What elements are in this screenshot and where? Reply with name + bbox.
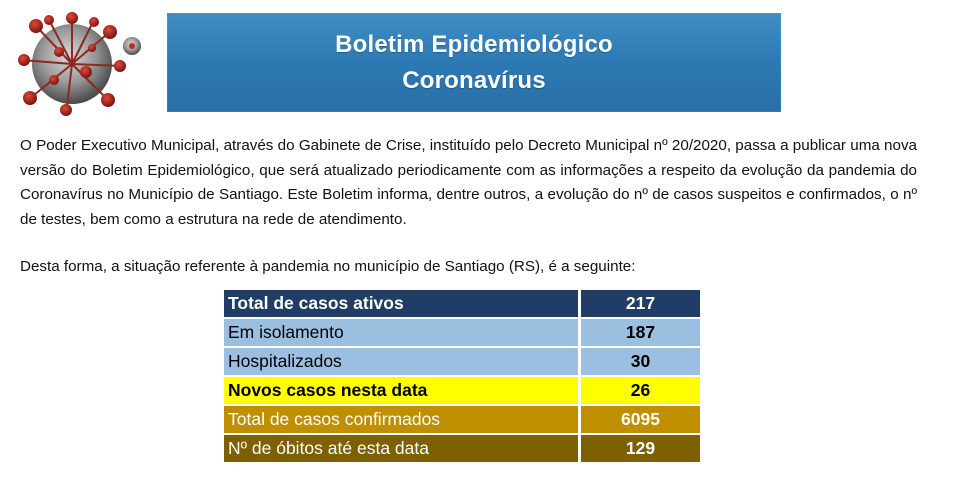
row-value: 129 <box>581 435 700 462</box>
situation-intro: Desta forma, a situação referente à pandemia no município de Santiago (RS), é a seguinte: <box>20 258 636 275</box>
intro-paragraph: O Poder Executivo Municipal, através do Gabinete de Crise, instituído pelo Decreto Municipal nº 20/2020, passa a publicar uma nova versão do Boletim Epidemiológico, que será atualizado periodicamente com as informações a respeito da evolução da pandemia do Coronavírus no Município de Santiago. Este Boletim informa, dentre outros, a evolução do nº de casos suspeitos e confirmados, o nº de testes, bem como a estrutura na rede de atendimento. <box>20 137 917 228</box>
row-value: 217 <box>581 290 700 317</box>
row-active-cases <box>224 290 700 317</box>
title-line-2: Coronavírus <box>402 66 546 94</box>
coronavirus-icon <box>14 10 146 116</box>
row-label: Hospitalizados <box>224 348 581 375</box>
row-value: 187 <box>581 319 700 346</box>
bulletin-title-banner <box>167 13 781 112</box>
row-label: Nº de óbitos até esta data <box>224 435 581 462</box>
row-value: 6095 <box>581 406 700 433</box>
row-label: Total de casos confirmados <box>224 406 581 433</box>
row-label: Novos casos nesta data <box>224 377 581 404</box>
row-value: 30 <box>581 348 700 375</box>
row-new-cases <box>224 377 700 404</box>
case-stats-table <box>224 288 700 464</box>
row-deaths <box>224 435 700 462</box>
row-confirmed-cases <box>224 406 700 433</box>
row-label: Em isolamento <box>224 319 581 346</box>
row-hospitalized <box>224 348 700 375</box>
row-value: 26 <box>581 377 700 404</box>
row-label: Total de casos ativos <box>224 290 581 317</box>
row-isolation <box>224 319 700 346</box>
title-line-1: Boletim Epidemiológico <box>335 30 613 58</box>
